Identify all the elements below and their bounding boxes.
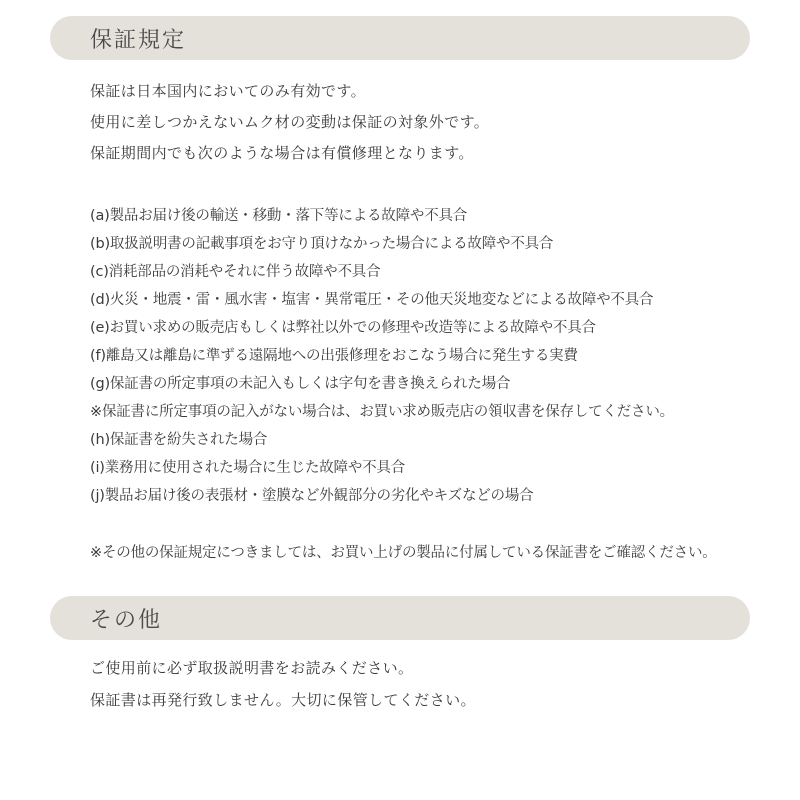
- warranty-intro-line: 保証は日本国内においてのみ有効です。: [90, 82, 367, 100]
- list-item: (b)取扱説明書の記載事項をお守り頂けなかった場合による故障や不具合: [90, 236, 554, 252]
- warranty-section-header: [50, 16, 750, 60]
- list-item: (a)製品お届け後の輸送・移動・落下等による故障や不具合: [90, 208, 468, 224]
- other-note-line: 保証書は再発行致しません。大切に保管してください。: [90, 691, 476, 709]
- warranty-section-title: 保証規定: [90, 27, 187, 53]
- list-item: (e)お買い求めの販売店もしくは弊社以外での修理や改造等による故障や不具合: [90, 320, 596, 336]
- warranty-intro: [90, 76, 770, 169]
- list-item: (i)業務用に使用された場合に生じた故障や不具合: [90, 460, 406, 476]
- list-item: (c)消耗部品の消耗やそれに伴う故障や不具合: [90, 264, 381, 280]
- list-item: (d)火災・地震・雷・風水害・塩害・異常電圧・その他天災地変などによる故障や不具合: [90, 292, 654, 308]
- warranty-exclusion-list: [90, 202, 780, 510]
- other-notes: [90, 652, 770, 716]
- list-item-note: ※保証書に所定事項の記入がない場合は、お買い求め販売店の領収書を保存してください。: [90, 404, 674, 420]
- warranty-intro-line: 保証期間内でも次のような場合は有償修理となります。: [90, 144, 474, 162]
- other-note-line: ご使用前に必ず取扱説明書をお読みください。: [90, 659, 414, 677]
- warranty-intro-line: 使用に差しつかえないムク材の変動は保証の対象外です。: [90, 113, 490, 131]
- warranty-closing-note: ※その他の保証規定につきましては、お買い上げの製品に付属している保証書をご確認ください。: [90, 545, 717, 561]
- list-item: (h)保証書を紛失された場合: [90, 432, 268, 448]
- other-section-title: その他: [90, 607, 163, 633]
- list-item: (f)離島又は離島に準ずる遠隔地への出張修理をおこなう場合に発生する実費: [90, 348, 578, 364]
- list-item: (j)製品お届け後の表張材・塗膜など外観部分の劣化やキズなどの場合: [90, 488, 534, 504]
- list-item: (g)保証書の所定事項の未記入もしくは字句を書き換えられた場合: [90, 376, 511, 392]
- other-section-header: [50, 596, 750, 640]
